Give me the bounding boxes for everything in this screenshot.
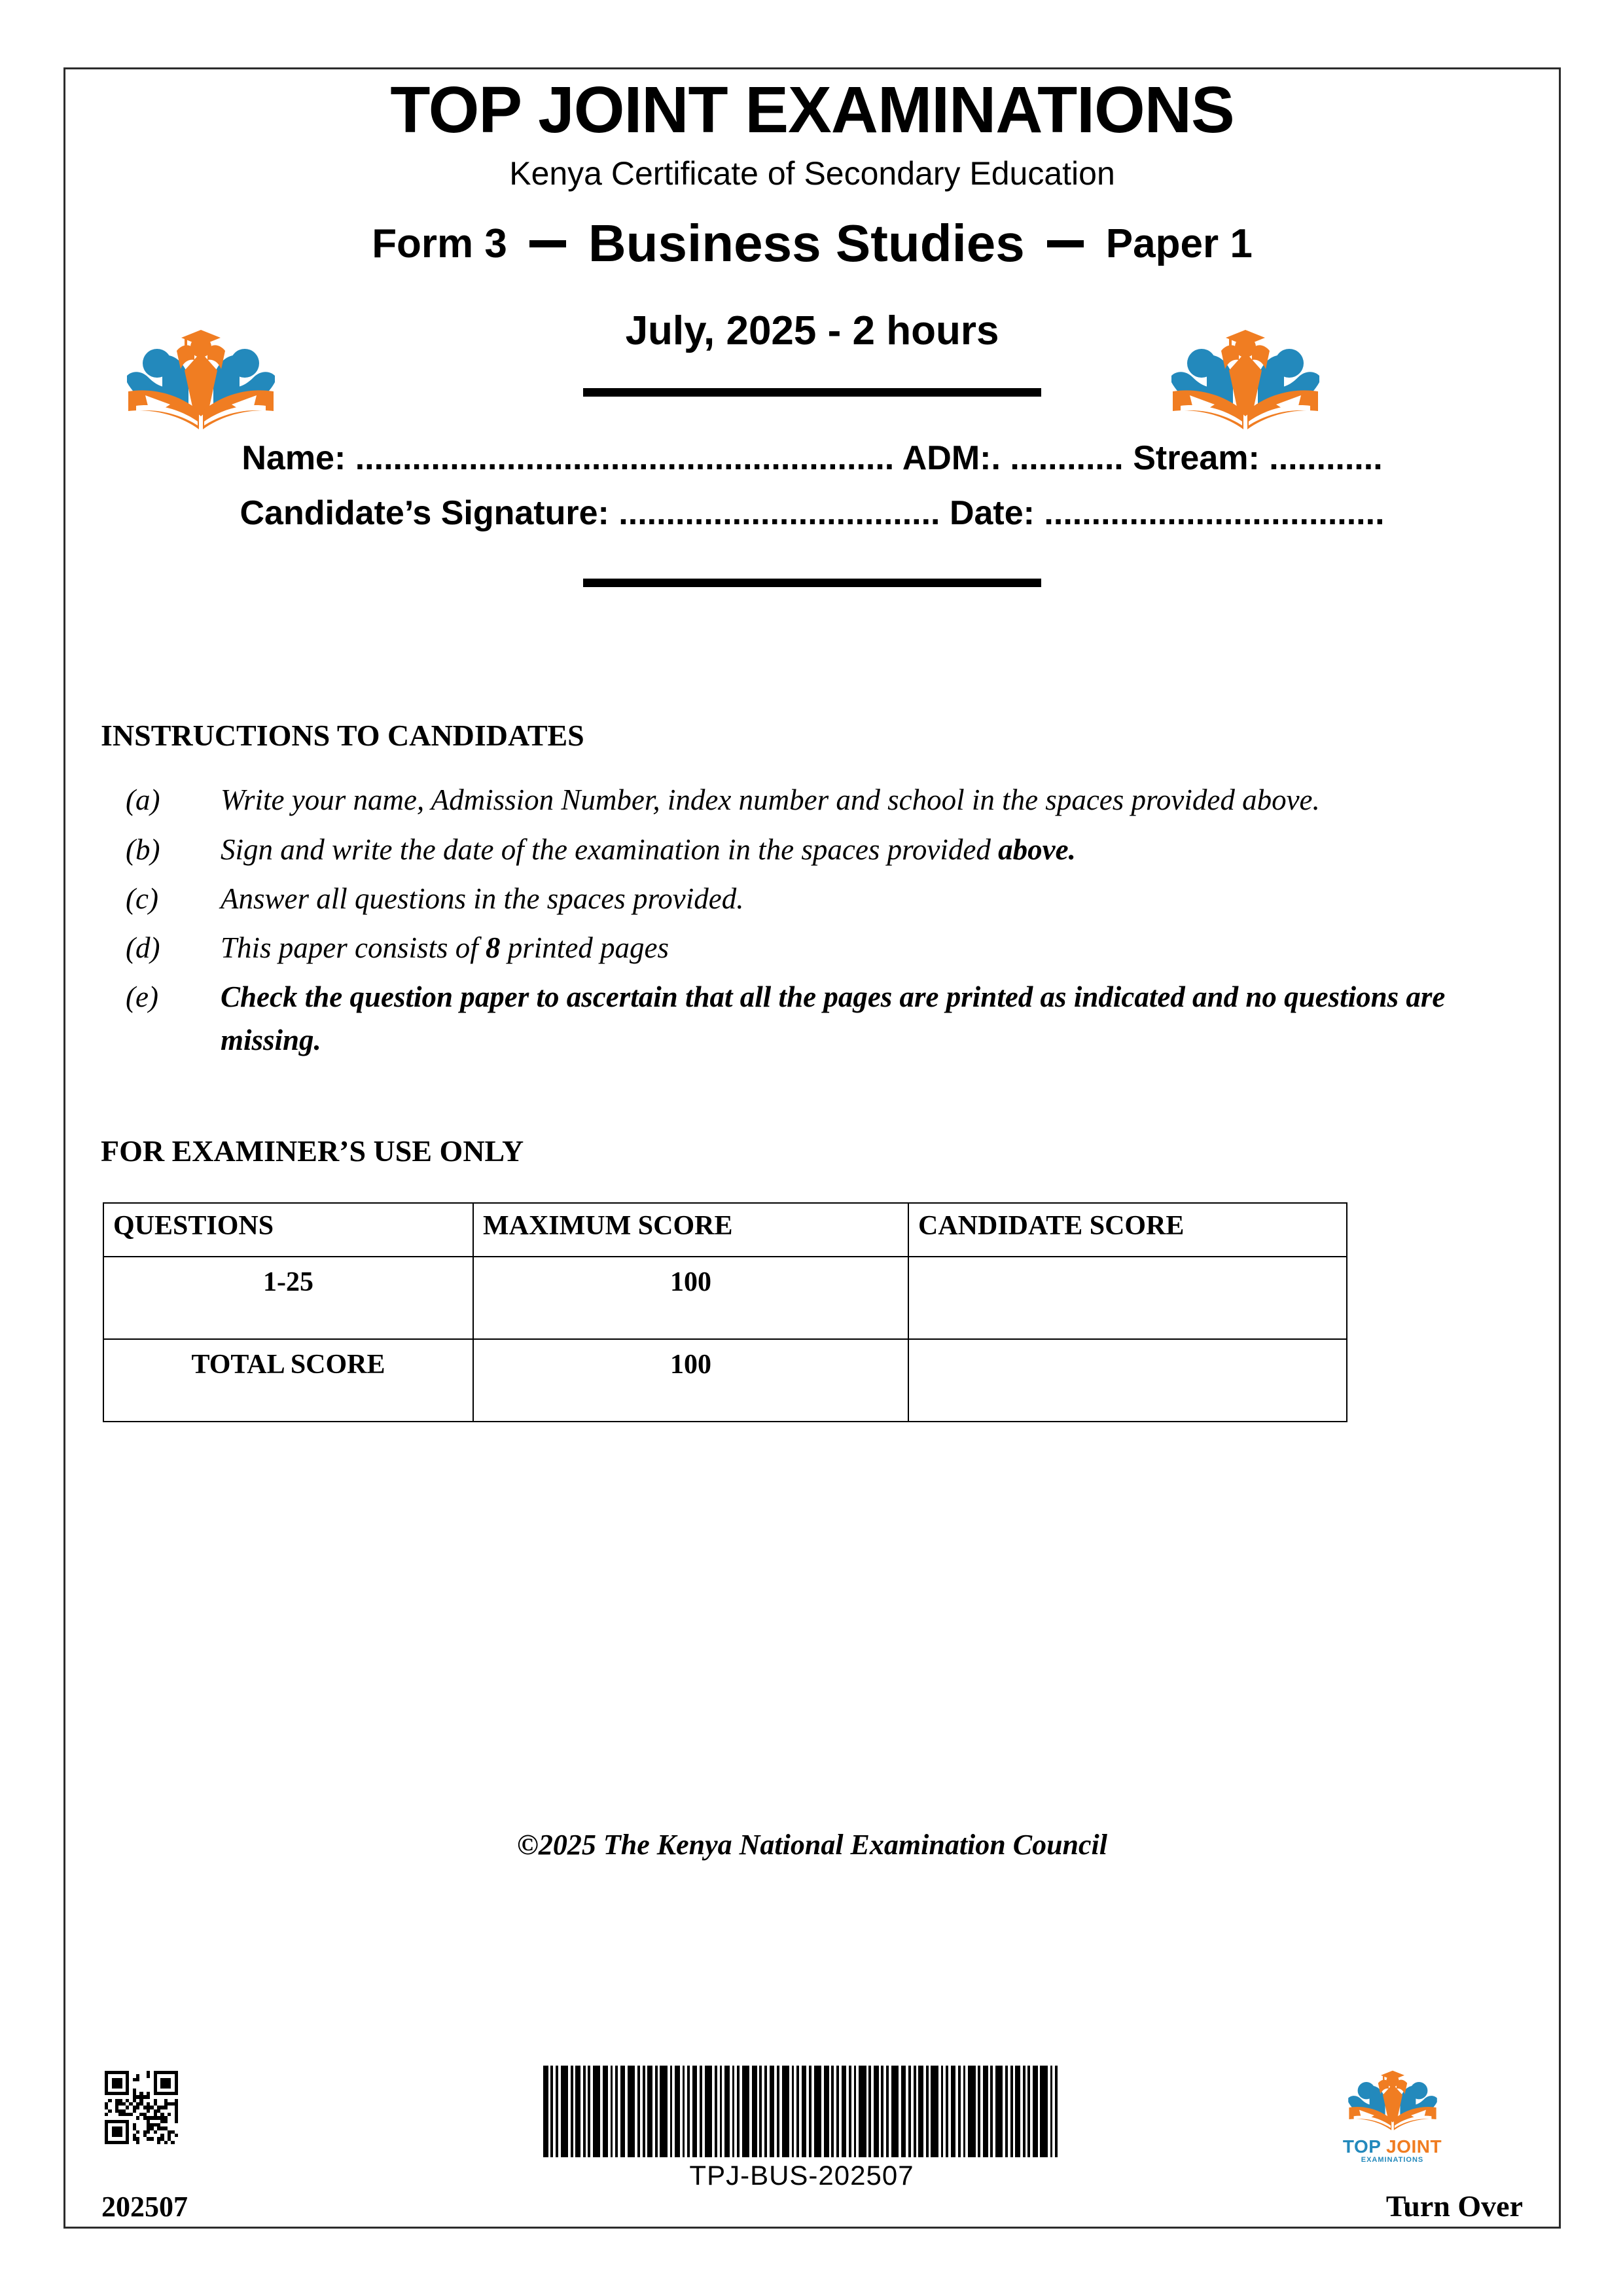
footer-logo-top-word: TOP	[1342, 2136, 1381, 2157]
cell-total-label: TOTAL SCORE	[103, 1339, 473, 1422]
subject-name: Business Studies	[588, 214, 1025, 272]
instruction-text	[221, 829, 1559, 871]
footer-area	[65, 1994, 1559, 2227]
subject-band	[65, 213, 1559, 292]
cell-questions-range: 1-25	[103, 1257, 473, 1339]
dash-separator-left-icon	[529, 240, 566, 247]
instruction-text-suffix: printed pages	[500, 931, 669, 965]
candidate-signature-field[interactable]: Candidate’s Signature: .................................. Date: ....................................	[240, 494, 1385, 533]
footer-logo-wordmark	[1338, 2138, 1446, 2156]
barcode-block	[540, 2066, 1063, 2191]
footer-logo-joint-word: JOINT	[1386, 2136, 1442, 2157]
divider-rule-bottom	[583, 579, 1041, 587]
examiner-score-table	[103, 1202, 1347, 1422]
exam-title: TOP JOINT EXAMINATIONS	[390, 73, 1234, 147]
instruction-text-prefix: This paper consists of	[221, 931, 486, 965]
table-row	[103, 1257, 1347, 1339]
instruction-item-a	[65, 779, 1559, 821]
column-header-candidate-score: CANDIDATE SCORE	[908, 1203, 1347, 1257]
instruction-item-d	[65, 927, 1559, 969]
top-joint-logo-footer-icon	[1338, 2059, 1446, 2164]
barcode-label: TPJ-BUS-202507	[689, 2160, 914, 2191]
instruction-letter: (e)	[126, 980, 158, 1014]
instructions-list	[65, 779, 1559, 1062]
instruction-text	[221, 927, 1559, 969]
datetime-row	[65, 308, 1559, 354]
table-header-row	[103, 1203, 1347, 1257]
footer-logo-subtitle: EXAMINATIONS	[1361, 2156, 1424, 2164]
subject-row	[65, 213, 1559, 274]
instruction-text: Check the question paper to ascertain that all the pages are printed as indicated and no questions are missing.	[221, 980, 1446, 1056]
instruction-text: Answer all questions in the spaces provided.	[221, 882, 744, 915]
instruction-text-prefix: Sign and write the date of the examination in the spaces provided	[221, 833, 999, 866]
dash-separator-right-icon	[1047, 240, 1084, 247]
paper-label: Paper 1	[1105, 221, 1253, 266]
instruction-letter: (a)	[126, 783, 160, 817]
candidate-name-field[interactable]: Name: ......................................................... ADM:. ............ Stream: ............	[241, 439, 1383, 477]
divider-rule-top	[583, 388, 1041, 397]
instruction-item-b	[65, 829, 1559, 871]
exam-subtitle: Kenya Certificate of Secondary Education	[509, 155, 1115, 192]
instructions-heading: INSTRUCTIONS TO CANDIDATES	[101, 719, 584, 753]
form-label: Form 3	[372, 221, 507, 266]
masthead	[65, 69, 1559, 195]
instruction-text-emphasis: 8	[486, 931, 501, 965]
qr-code-icon	[105, 2071, 178, 2144]
table-row	[103, 1339, 1347, 1422]
top-joint-logo-left-icon	[119, 313, 283, 437]
column-header-maximum-score: MAXIMUM SCORE	[473, 1203, 908, 1257]
instruction-letter: (c)	[126, 882, 158, 915]
exam-datetime: July, 2025 - 2 hours	[625, 308, 999, 353]
column-header-questions: QUESTIONS	[103, 1203, 473, 1257]
instruction-item-e	[65, 976, 1559, 1062]
instruction-text-emphasis: above.	[998, 833, 1076, 866]
instruction-text: Write your name, Admission Number, index number and school in the spaces provided above.	[221, 783, 1320, 817]
examiner-heading: FOR EXAMINER’S USE ONLY	[101, 1134, 524, 1168]
copyright-notice: ©2025 The Kenya National Examination Council	[517, 1828, 1107, 1861]
instruction-letter: (d)	[126, 931, 160, 965]
candidate-details	[65, 431, 1559, 541]
cell-total-candidate-score[interactable]	[908, 1339, 1347, 1422]
turn-over-label: Turn Over	[1385, 2189, 1523, 2223]
instruction-item-c	[65, 878, 1559, 920]
page-content	[65, 69, 1559, 2227]
cell-candidate-score[interactable]	[908, 1257, 1347, 1339]
barcode-icon	[543, 2066, 1060, 2157]
cell-maximum-score: 100	[473, 1257, 908, 1339]
top-joint-logo-right-icon	[1164, 313, 1327, 437]
cell-total-maximum-score: 100	[473, 1339, 908, 1422]
instruction-letter: (b)	[126, 833, 160, 866]
page-code: 202507	[101, 2191, 188, 2223]
